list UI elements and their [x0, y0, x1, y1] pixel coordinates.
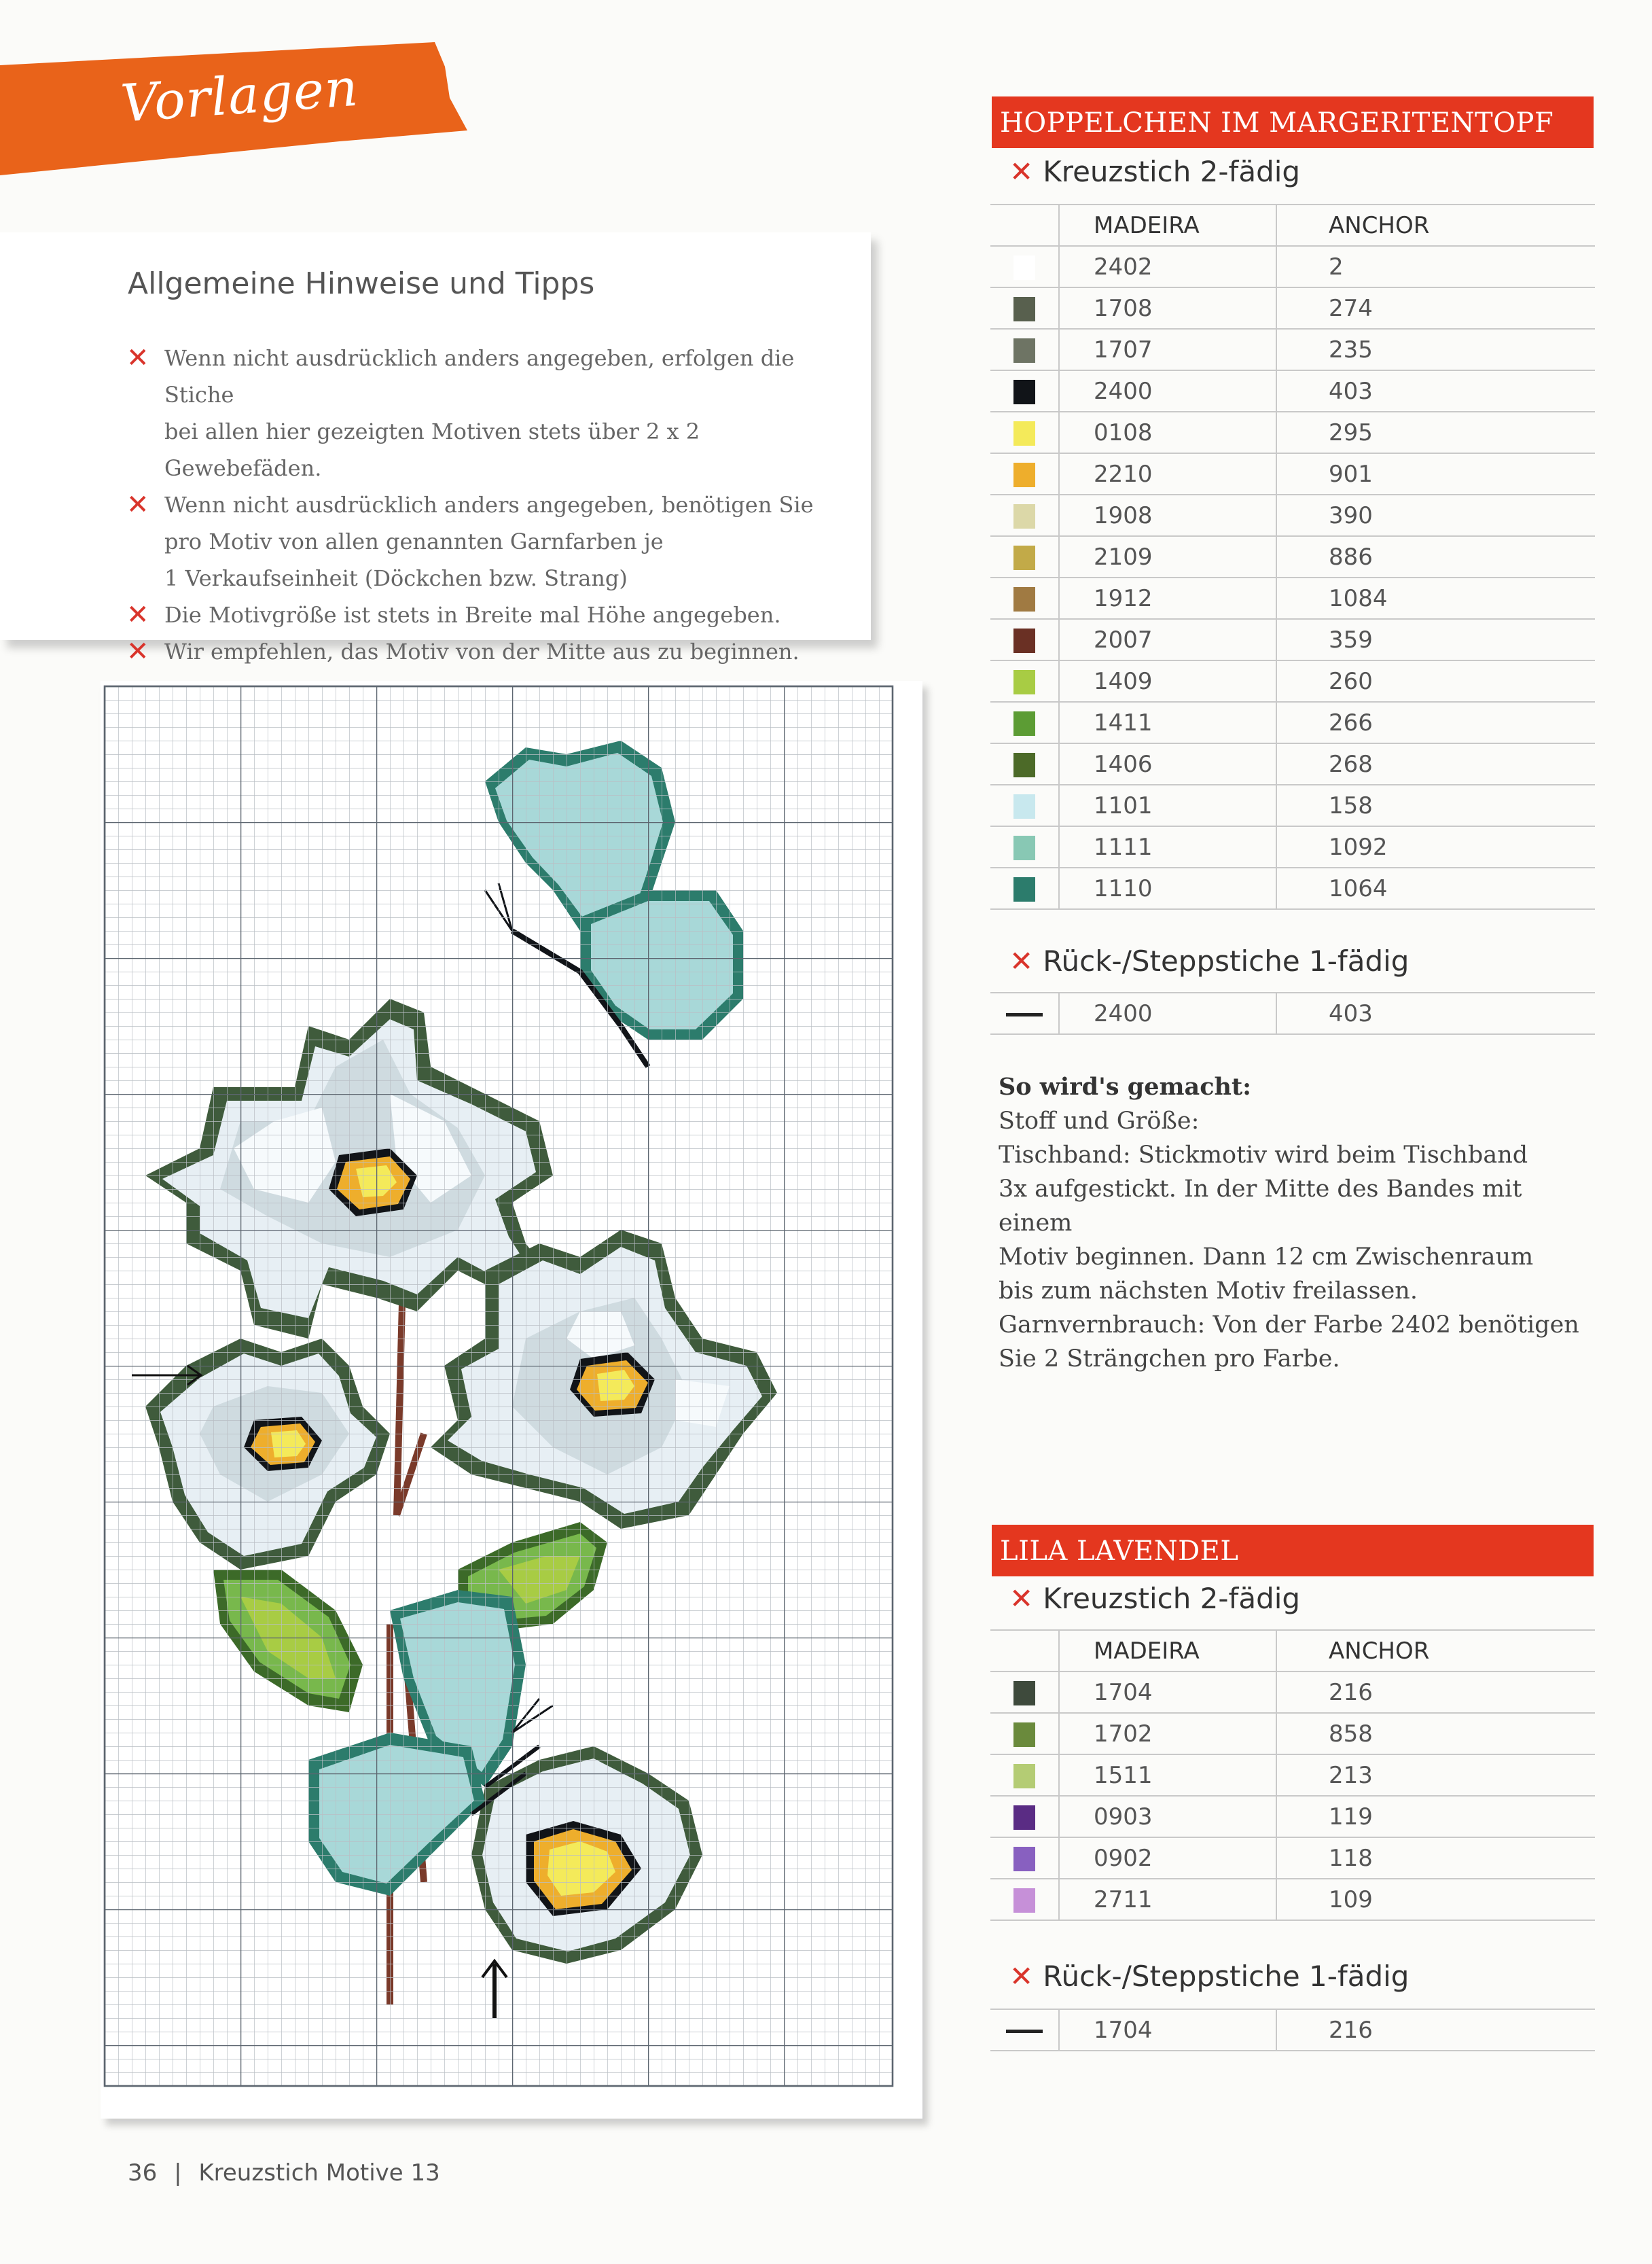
cross-icon: ✕ — [126, 599, 149, 631]
color-swatch — [1013, 1805, 1035, 1830]
table-row — [990, 536, 1595, 578]
anchor-code: 216 — [1276, 1672, 1595, 1713]
table-header — [990, 1630, 1595, 1672]
tip-line: ✕ Die Motivgröße ist stets in Breite mal Höhe angegeben. — [126, 597, 846, 633]
table-row — [990, 495, 1595, 536]
page-footer — [128, 2159, 440, 2187]
anchor-code: 235 — [1276, 329, 1595, 370]
tips-list — [126, 340, 846, 670]
tip-line: pro Motiv von allen genannten Garnfarben je — [164, 529, 664, 554]
madeira-code: 2210 — [1059, 453, 1276, 495]
cross-icon: ✕ — [1009, 1582, 1034, 1615]
madeira-code: 1708 — [1059, 287, 1276, 329]
madeira-code: 1411 — [1059, 702, 1276, 743]
anchor-code: 118 — [1276, 1837, 1595, 1879]
madeira-code: 2007 — [1059, 619, 1276, 660]
color-swatch — [1013, 421, 1035, 446]
anchor-code: 213 — [1276, 1754, 1595, 1796]
anchor-code: 858 — [1276, 1713, 1595, 1754]
madeira-code: 2711 — [1059, 1879, 1276, 1920]
table-row — [990, 785, 1595, 826]
color-swatch — [1013, 670, 1035, 694]
color-swatch — [1013, 1764, 1035, 1788]
backstitch-line-icon — [1006, 1013, 1043, 1016]
color-swatch — [1013, 1888, 1035, 1913]
table-row — [990, 826, 1595, 868]
madeira-code: 0108 — [1059, 412, 1276, 453]
instructions-line: Garnvernbrauch: Von der Farbe 2402 benötigen — [999, 1311, 1579, 1339]
lavendel-color-table — [990, 1629, 1595, 1921]
anchor-code: 901 — [1276, 453, 1595, 495]
color-swatch — [1013, 380, 1035, 404]
anchor-code: 2 — [1276, 246, 1595, 287]
tips-title: Allgemeine Hinweise und Tipps — [128, 266, 595, 301]
hoppelchen-title: HOPPELCHEN IM MARGERITENTOPF — [992, 96, 1594, 148]
tips-box — [0, 232, 871, 667]
col-madeira: MADEIRA — [1059, 205, 1276, 246]
col-anchor: ANCHOR — [1276, 205, 1595, 246]
cross-icon: ✕ — [1009, 944, 1034, 978]
footer-separator: | — [174, 2159, 182, 2187]
table-row: 2400 403 — [990, 993, 1595, 1034]
color-swatch — [1013, 504, 1035, 529]
lavendel-back-table — [990, 2009, 1595, 2051]
anchor-code: 403 — [1276, 370, 1595, 412]
anchor-code: 295 — [1276, 412, 1595, 453]
table-row — [990, 453, 1595, 495]
anchor-code: 1084 — [1276, 578, 1595, 619]
madeira-code: 1702 — [1059, 1713, 1276, 1754]
color-swatch — [1013, 753, 1035, 777]
anchor-code: 390 — [1276, 495, 1595, 536]
table-header — [990, 205, 1595, 246]
color-swatch — [1013, 836, 1035, 860]
table-row — [990, 702, 1595, 743]
banner-label: Vorlagen — [118, 56, 361, 134]
color-swatch — [1013, 255, 1035, 280]
color-swatch — [1013, 794, 1035, 819]
madeira-code: 0902 — [1059, 1837, 1276, 1879]
instructions — [999, 1070, 1596, 1376]
madeira-code: 1110 — [1059, 868, 1276, 909]
madeira-code: 1707 — [1059, 329, 1276, 370]
color-swatch — [1013, 546, 1035, 570]
tip-line: 1 Verkaufseinheit (Döckchen bzw. Strang) — [164, 565, 628, 591]
hoppelchen-back-label: ✕ Rück-/Steppstiche 1-fädig — [1009, 944, 1409, 978]
madeira-code: 1912 — [1059, 578, 1276, 619]
backstitch-line-icon — [1006, 2030, 1043, 2033]
table-row — [990, 287, 1595, 329]
instructions-line: 3x aufgestickt. In der Mitte des Bandes mit einem — [999, 1175, 1522, 1237]
table-row — [990, 1796, 1595, 1837]
table-row: 1704 216 — [990, 2009, 1595, 2051]
table-row — [990, 370, 1595, 412]
anchor-code: 266 — [1276, 702, 1595, 743]
pattern-svg — [101, 681, 922, 2119]
color-swatch — [1013, 338, 1035, 363]
anchor-code: 886 — [1276, 536, 1595, 578]
color-swatch — [1013, 629, 1035, 653]
hoppelchen-back-table — [990, 992, 1595, 1035]
color-swatch — [1013, 587, 1035, 612]
anchor-code: 359 — [1276, 619, 1595, 660]
anchor-code: 268 — [1276, 743, 1595, 785]
hoppelchen-color-table — [990, 204, 1595, 910]
page-number: 36 — [128, 2159, 158, 2187]
table-row — [990, 660, 1595, 702]
madeira-code: 2400 — [1059, 370, 1276, 412]
color-swatch — [1013, 463, 1035, 487]
instructions-line: bis zum nächsten Motiv freilassen. — [999, 1277, 1418, 1305]
madeira-code: 1101 — [1059, 785, 1276, 826]
color-swatch — [1013, 1681, 1035, 1705]
col-anchor: ANCHOR — [1276, 1630, 1595, 1672]
table-row — [990, 578, 1595, 619]
madeira-code: 0903 — [1059, 1796, 1276, 1837]
cross-icon: ✕ — [1009, 1960, 1034, 1993]
madeira-code: 1704 — [1059, 1672, 1276, 1713]
tip-line: bei allen hier gezeigten Motiven stets über 2 x 2 Gewebefäden. — [164, 419, 700, 481]
instructions-line: Sie 2 Strängchen pro Farbe. — [999, 1345, 1340, 1373]
hoppelchen-cross-label: ✕ Kreuzstich 2-fädig — [1009, 155, 1301, 188]
table-row — [990, 619, 1595, 660]
anchor-code: 109 — [1276, 1879, 1595, 1920]
cross-icon: ✕ — [126, 489, 149, 520]
magazine-title: Kreuzstich Motive 13 — [198, 2159, 440, 2187]
table-row — [990, 1754, 1595, 1796]
madeira-code: 1406 — [1059, 743, 1276, 785]
color-swatch — [1013, 297, 1035, 321]
table-row — [990, 412, 1595, 453]
tip-line: ✕ Wir empfehlen, das Motiv von der Mitte aus zu beginnen. — [126, 633, 846, 670]
tip-line: ✕ Wenn nicht ausdrücklich anders angegeben, erfolgen die Stiche — [126, 340, 846, 413]
madeira-code: 2402 — [1059, 246, 1276, 287]
cross-icon: ✕ — [126, 636, 149, 667]
instructions-line: Motiv beginnen. Dann 12 cm Zwischenraum — [999, 1243, 1534, 1271]
madeira-code: 1511 — [1059, 1754, 1276, 1796]
instructions-line: Tischband: Stickmotiv wird beim Tischband — [999, 1142, 1528, 1169]
table-row — [990, 743, 1595, 785]
anchor-code: 119 — [1276, 1796, 1595, 1837]
instructions-heading: So wird's gemacht: — [999, 1073, 1252, 1101]
color-swatch — [1013, 711, 1035, 736]
tip-line: ✕ Wenn nicht ausdrücklich anders angegeben, benötigen Sie — [126, 487, 846, 523]
lavendel-back-label: ✕ Rück-/Steppstiche 1-fädig — [1009, 1960, 1409, 1993]
color-swatch — [1013, 1847, 1035, 1871]
anchor-code: 260 — [1276, 660, 1595, 702]
table-row — [990, 1713, 1595, 1754]
madeira-code: 2109 — [1059, 536, 1276, 578]
instructions-line: Stoff und Größe: — [999, 1108, 1200, 1135]
table-row — [990, 1672, 1595, 1713]
table-row — [990, 1837, 1595, 1879]
cross-stitch-chart — [101, 681, 922, 2119]
table-row — [990, 329, 1595, 370]
anchor-code: 1064 — [1276, 868, 1595, 909]
anchor-code: 1092 — [1276, 826, 1595, 868]
cross-icon: ✕ — [1009, 155, 1034, 188]
color-swatch — [1013, 1722, 1035, 1747]
table-row — [990, 246, 1595, 287]
col-madeira: MADEIRA — [1059, 1630, 1276, 1672]
table-row — [990, 1879, 1595, 1920]
madeira-code: 1409 — [1059, 660, 1276, 702]
lavendel-title: LILA LAVENDEL — [992, 1525, 1594, 1576]
lavendel-cross-label: ✕ Kreuzstich 2-fädig — [1009, 1582, 1301, 1615]
madeira-code: 1908 — [1059, 495, 1276, 536]
table-row — [990, 868, 1595, 909]
anchor-code: 158 — [1276, 785, 1595, 826]
cross-icon: ✕ — [126, 342, 149, 374]
madeira-code: 1111 — [1059, 826, 1276, 868]
color-swatch — [1013, 877, 1035, 902]
anchor-code: 274 — [1276, 287, 1595, 329]
